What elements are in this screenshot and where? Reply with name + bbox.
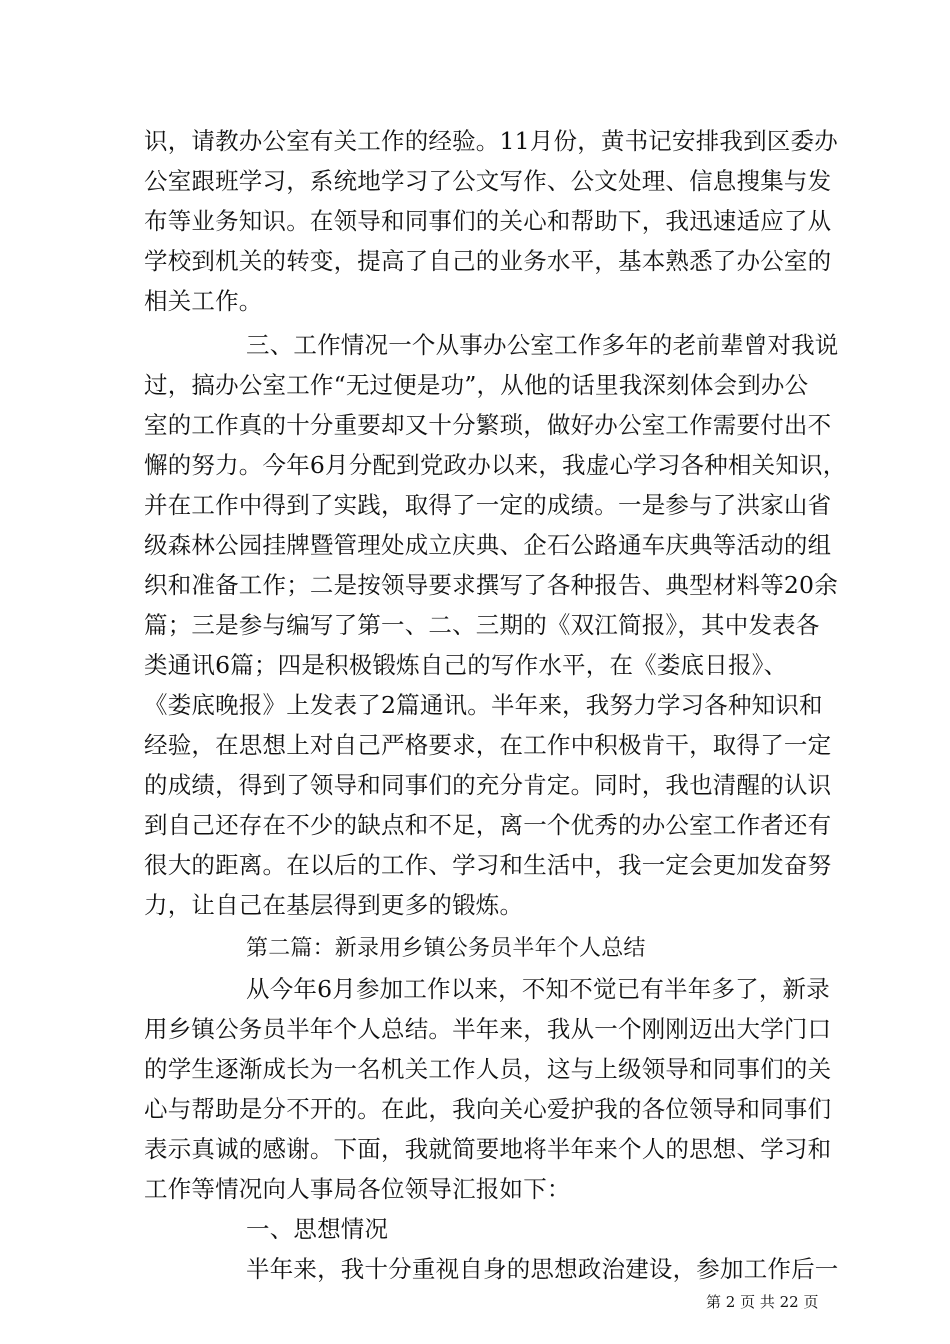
body-text-line: 《娄底晚报》上发表了2篇通讯。半年来，我努力学习各种知识和: [144, 691, 823, 719]
body-text-line: 级森林公园挂牌暨管理处成立庆典、企石公路通车庆典等活动的组: [144, 531, 832, 559]
body-text-line: 类通讯6篇；四是积极锻炼自己的写作水平，在《娄底日报》、: [144, 651, 788, 679]
body-text-line: 相关工作。: [144, 287, 263, 315]
chapter-heading: 第二篇：新录用乡镇公务员半年个人总结: [246, 936, 646, 961]
body-text-line: 用乡镇公务员半年个人总结。半年来，我从一个刚刚迈出大学门口: [144, 1015, 832, 1043]
body-text-line: 布等业务知识。在领导和同事们的关心和帮助下，我迅速适应了从: [144, 207, 832, 235]
body-text-line: 并在工作中得到了实践，取得了一定的成绩。一是参与了洪家山省: [144, 491, 832, 519]
body-text-line: 的成绩，得到了领导和同事们的充分肯定。同时，我也清醒的认识: [144, 771, 832, 799]
body-text-line: 过，搞办公室工作“无过便是功”，从他的话里我深刻体会到办公: [144, 371, 809, 399]
body-text-line: 表示真诚的感谢。下面，我就简要地将半年来个人的思想、学习和: [144, 1135, 832, 1163]
body-text-line: 半年来，我十分重视自身的思想政治建设，参加工作后一: [246, 1255, 839, 1283]
body-text-line: 经验，在思想上对自己严格要求，在工作中积极肯干，取得了一定: [144, 731, 832, 759]
body-text-line: 从今年6月参加工作以来，不知不觉已有半年多了，新录: [246, 975, 830, 1003]
body-text-line: 篇；三是参与编写了第一、二、三期的《双江简报》，其中发表各: [144, 611, 820, 639]
body-text-line: 学校到机关的转变，提高了自己的业务水平，基本熟悉了办公室的: [144, 247, 832, 275]
body-text-line: 力，让自己在基层得到更多的锻炼。: [144, 891, 524, 919]
section-heading-line: 三、工作情况一个从事办公室工作多年的老前辈曾对我说: [246, 331, 839, 359]
body-text-line: 室的工作真的十分重要却又十分繁琐，做好办公室工作需要付出不: [144, 411, 832, 439]
body-text-line: 的学生逐渐成长为一名机关工作人员，这与上级领导和同事们的关: [144, 1055, 832, 1083]
body-text-line: 懈的努力。今年6月分配到党政办以来，我虚心学习各种相关知识，: [144, 451, 847, 479]
body-text-line: 识，请教办公室有关工作的经验。11月份，黄书记安排我到区委办: [144, 127, 838, 155]
subheading-line: 一、思想情况: [246, 1215, 389, 1243]
body-text-line: 工作等情况向人事局各位领导汇报如下：: [144, 1175, 571, 1203]
body-text-line: 心与帮助是分不开的。在此，我向关心爱护我的各位领导和同事们: [144, 1095, 832, 1123]
body-text-line: 很大的距离。在以后的工作、学习和生活中，我一定会更加发奋努: [144, 851, 832, 879]
body-text-line: 公室跟班学习，系统地学习了公文写作、公文处理、信息搜集与发: [144, 167, 832, 195]
page-number: 第 2 页 共 22 页: [706, 1293, 819, 1311]
body-text-line: 织和准备工作；二是按领导要求撰写了各种报告、典型材料等20余: [144, 571, 838, 599]
body-text-line: 到自己还存在不少的缺点和不足，离一个优秀的办公室工作者还有: [144, 811, 832, 839]
